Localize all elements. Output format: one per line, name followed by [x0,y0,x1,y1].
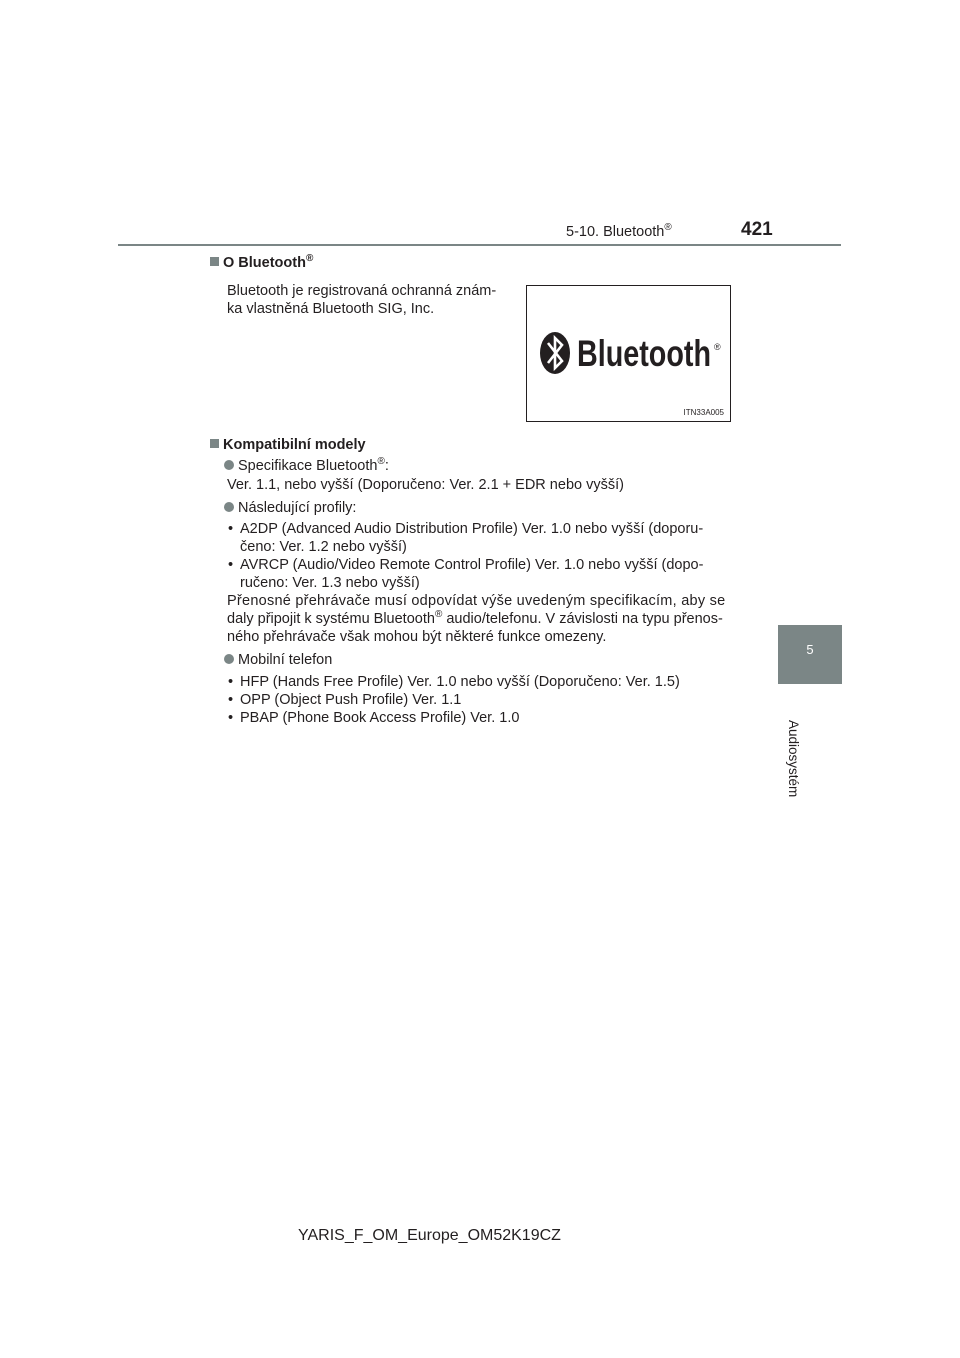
header-divider [118,244,841,246]
bullet-marker: • [228,692,234,708]
portable-line-3: ného přehrávače však mohou být některé funkce omezeny. [227,629,607,645]
profile-a2dp-cont: čeno: Ver. 1.2 nebo vyšší) [240,539,407,555]
mobile-item: Mobilní telefon [224,651,332,669]
about-heading: O Bluetooth® [210,255,313,271]
portable-line-2: daly připojit k systému Bluetooth® audio/telefonu. V závislosti na typu přenos- [227,609,723,627]
chapter-tab: 5 [778,625,842,684]
about-line-2: ka vlastněná Bluetooth SIG, Inc. [227,301,435,317]
bluetooth-logo [527,286,730,421]
round-bullet-icon [224,654,234,664]
logo-registered-mark: ® [714,342,721,352]
square-bullet-icon [210,257,219,266]
portable-line-1: Přenosné přehrávače musí odpovídat výše uvedeným specifikacím, aby se [227,593,726,609]
document-footer: YARIS_F_OM_Europe_OM52K19CZ [298,1227,561,1244]
spec-item: Specifikace Bluetooth®: [224,457,389,475]
profile-opp: • OPP (Object Push Profile) Ver. 1.1 [228,692,462,708]
bullet-marker: • [228,557,234,573]
figure-code: ITN33A005 [683,408,724,417]
models-heading: Kompatibilní modely [210,437,366,453]
bluetooth-logo-figure [526,285,731,422]
page-number: 421 [741,219,773,240]
round-bullet-icon [224,502,234,512]
profile-a2dp: • A2DP (Advanced Audio Distribution Profile) Ver. 1.0 nebo vyšší (doporu- [228,521,704,537]
chapter-label: Audiosystém [786,720,801,798]
logo-wordmark: Bluetooth [577,333,711,374]
bullet-marker: • [228,674,234,690]
bullet-marker: • [228,521,234,537]
section-title: 5-10. Bluetooth® [566,222,672,240]
square-bullet-icon [210,439,219,448]
profile-avrcp: • AVRCP (Audio/Video Remote Control Profile) Ver. 1.0 nebo vyšší (dopo- [228,557,704,573]
profiles-item: Následující profily: [224,499,356,517]
about-line-1: Bluetooth je registrovaná ochranná znám- [227,283,497,299]
spec-value: Ver. 1.1, nebo vyšší (Doporučeno: Ver. 2.1 + EDR nebo vyšší) [227,477,624,493]
round-bullet-icon [224,460,234,470]
profile-hfp: • HFP (Hands Free Profile) Ver. 1.0 nebo vyšší (Doporučeno: Ver. 1.5) [228,674,680,690]
bullet-marker: • [228,710,234,726]
profile-avrcp-cont: ručeno: Ver. 1.3 nebo vyšší) [240,575,420,591]
profile-pbap: • PBAP (Phone Book Access Profile) Ver. 1.0 [228,710,520,726]
